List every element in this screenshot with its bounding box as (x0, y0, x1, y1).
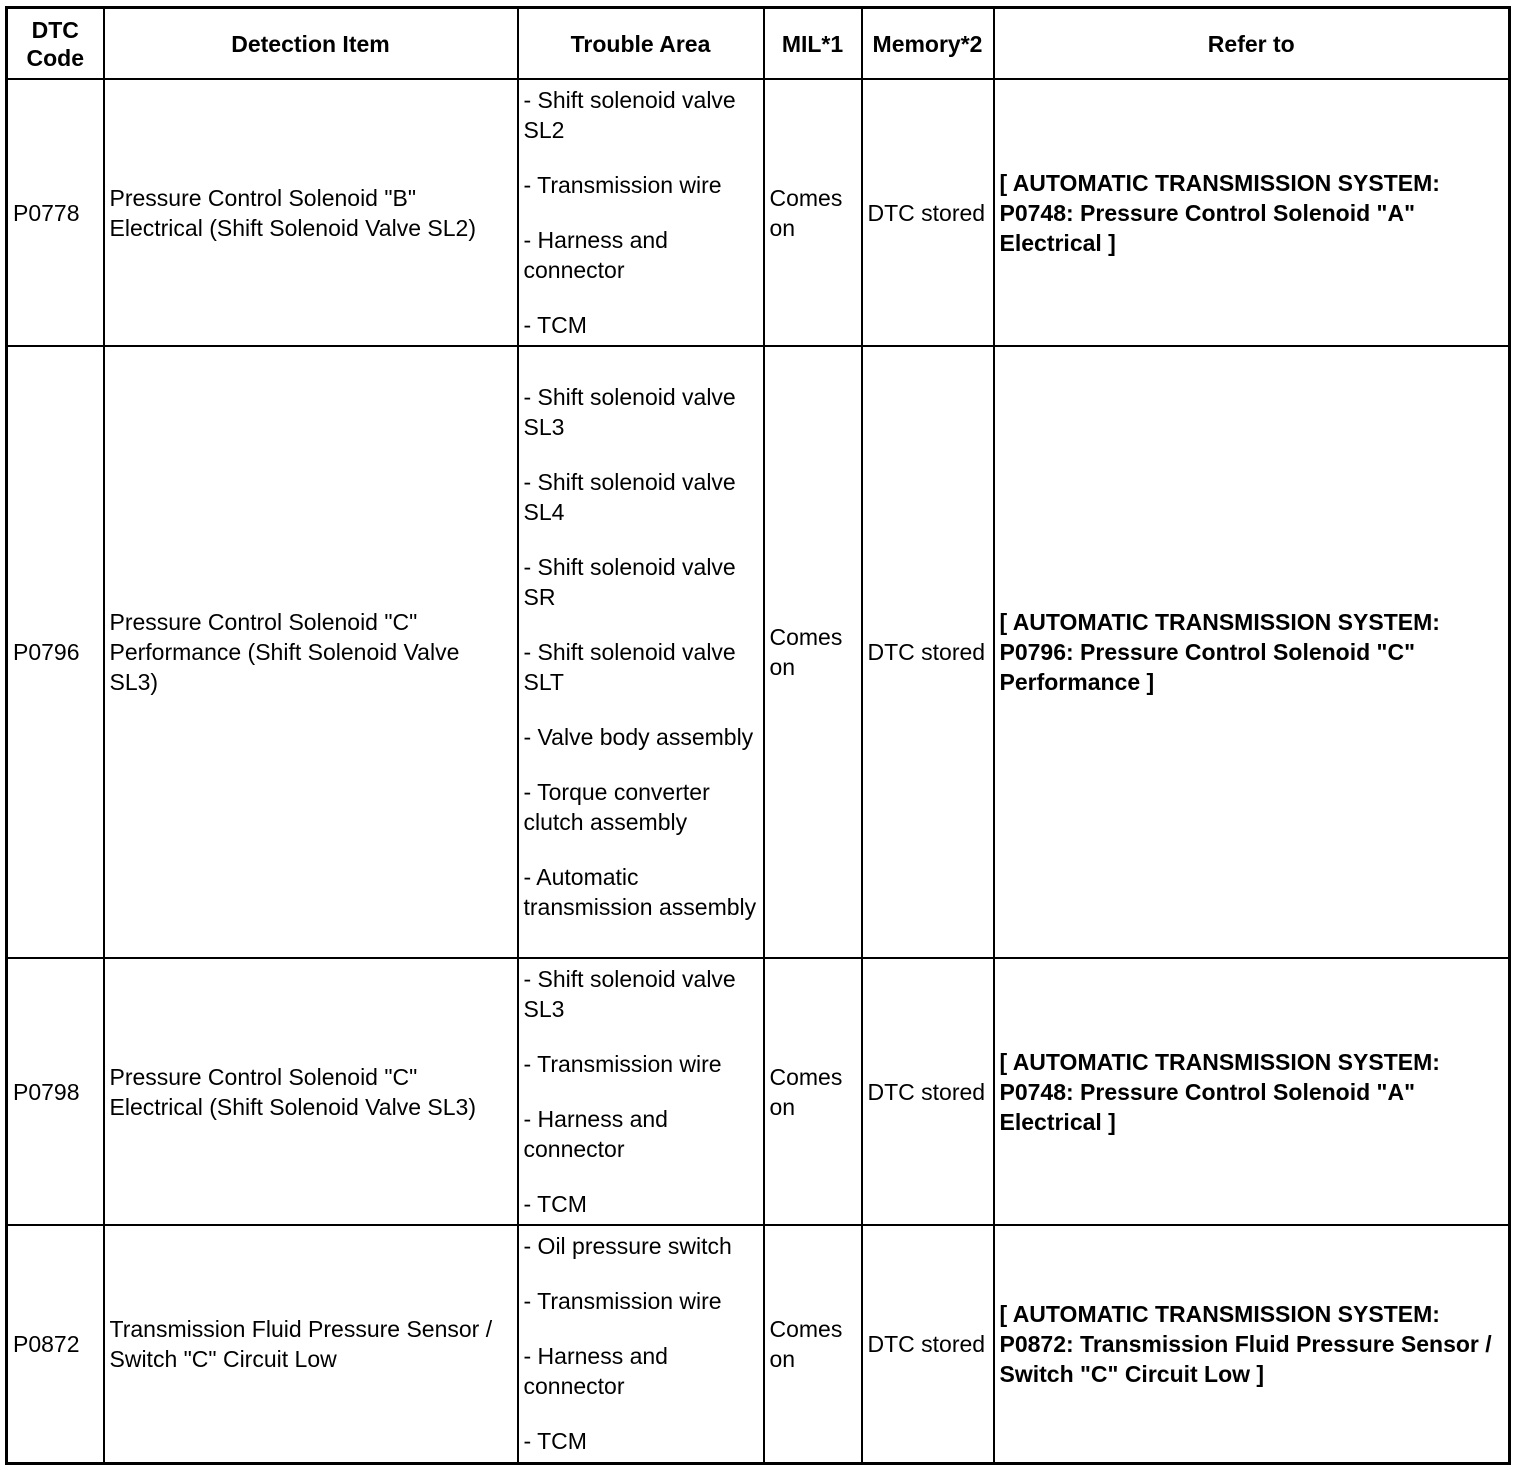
trouble-area-item: - Automatic transmission assembly (523, 864, 757, 920)
table-row (7, 346, 1510, 958)
trouble-area-cell (518, 79, 764, 346)
detection-item-cell: Pressure Control Solenoid "C" Electrical (Shift Solenoid Valve SL3) (104, 958, 518, 1225)
trouble-area-item: - TCM (523, 1428, 587, 1455)
memory-cell: DTC stored (862, 346, 994, 958)
refer-to-link[interactable]: [ AUTOMATIC TRANSMISSION SYSTEM: P0796: Pressure Control Solenoid "C" Performance ] (994, 346, 1510, 958)
trouble-area-item: - Harness and connector (523, 1343, 668, 1400)
trouble-area-item: - Harness and connector (523, 227, 668, 283)
header-dtc-code: DTC Code (7, 8, 104, 80)
trouble-area-item: - Shift solenoid valve SL3 (523, 384, 736, 440)
memory-cell: DTC stored (862, 958, 994, 1225)
detection-item-cell: Transmission Fluid Pressure Sensor / Switch "C" Circuit Low (104, 1225, 518, 1463)
trouble-area-item: - Shift solenoid valve SR (523, 554, 736, 610)
table-row (7, 958, 1510, 1225)
trouble-area-item: - Transmission wire (523, 1051, 722, 1077)
table-row (7, 79, 1510, 346)
trouble-area-item: - TCM (523, 312, 587, 338)
trouble-area-item: - Shift solenoid valve SL3 (523, 966, 736, 1022)
header-mil: MIL*1 (764, 8, 862, 80)
trouble-area-item: - Oil pressure switch (523, 1233, 732, 1260)
memory-cell: DTC stored (862, 1225, 994, 1463)
dtc-code-cell: P0796 (7, 346, 104, 958)
trouble-area-item: - Valve body assembly (523, 724, 754, 750)
memory-cell: DTC stored (862, 79, 994, 346)
header-row (7, 8, 1510, 80)
header-memory: Memory*2 (862, 8, 994, 80)
mil-cell: Comes on (764, 346, 862, 958)
trouble-area-item: - Shift solenoid valve SLT (523, 639, 736, 695)
trouble-area-cell (518, 958, 764, 1225)
header-trouble-area: Trouble Area (518, 8, 764, 80)
refer-to-link[interactable]: [ AUTOMATIC TRANSMISSION SYSTEM: P0748: Pressure Control Solenoid "A" Electrical ] (994, 79, 1510, 346)
table-row (7, 1225, 1510, 1463)
dtc-code-cell: P0872 (7, 1225, 104, 1463)
dtc-code-cell: P0778 (7, 79, 104, 346)
mil-cell: Comes on (764, 958, 862, 1225)
detection-item-cell: Pressure Control Solenoid "C" Performance (Shift Solenoid Valve SL3) (104, 346, 518, 958)
mil-cell: Comes on (764, 1225, 862, 1463)
trouble-area-item: - TCM (523, 1191, 587, 1217)
trouble-area-item: - Torque converter clutch assembly (523, 779, 710, 835)
trouble-area-item: - Harness and connector (523, 1106, 668, 1162)
detection-item-cell: Pressure Control Solenoid "B" Electrical (Shift Solenoid Valve SL2) (104, 79, 518, 346)
trouble-area-cell (518, 346, 764, 958)
dtc-table (5, 6, 1511, 1465)
trouble-area-cell (518, 1225, 764, 1463)
dtc-code-cell: P0798 (7, 958, 104, 1225)
trouble-area-item: - Shift solenoid valve SL2 (523, 87, 736, 143)
trouble-area-item: - Shift solenoid valve SL4 (523, 469, 736, 525)
mil-cell: Comes on (764, 79, 862, 346)
trouble-area-item: - Transmission wire (523, 1288, 722, 1315)
header-refer-to: Refer to (994, 8, 1510, 80)
refer-to-link[interactable]: [ AUTOMATIC TRANSMISSION SYSTEM: P0872: Transmission Fluid Pressure Sensor / Switch "C" Circuit Low ] (994, 1225, 1510, 1463)
refer-to-link[interactable]: [ AUTOMATIC TRANSMISSION SYSTEM: P0748: Pressure Control Solenoid "A" Electrical ] (994, 958, 1510, 1225)
header-detection-item: Detection Item (104, 8, 518, 80)
trouble-area-item: - Transmission wire (523, 172, 722, 198)
